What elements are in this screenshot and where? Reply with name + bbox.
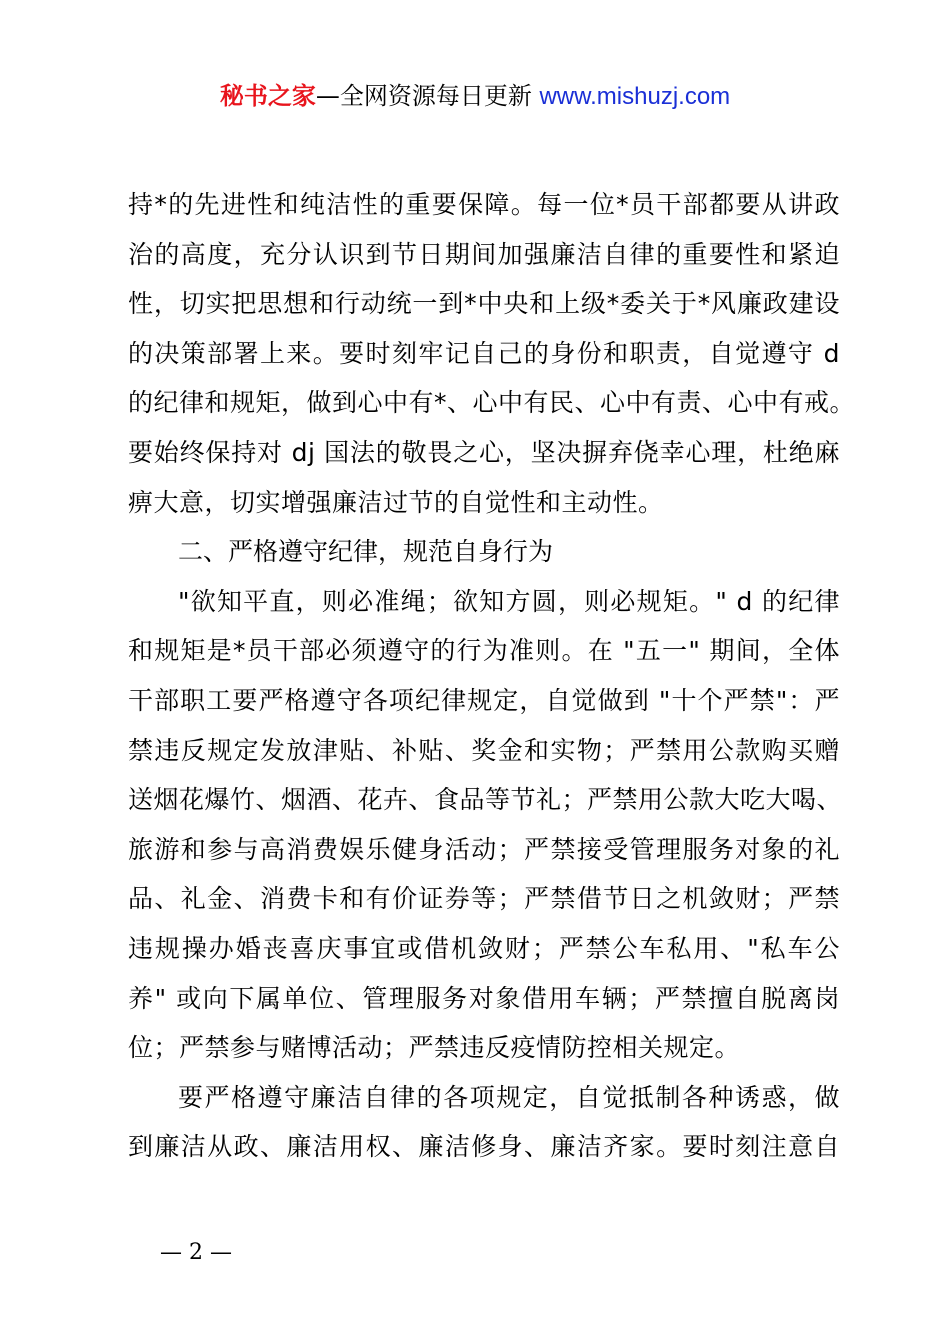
text-line: "欲知平直，则必准绳；欲知方圆，则必规矩。" d 的纪律 [178,586,840,616]
text-line: 品、礼金、消费卡和有价证券等；严禁借节日之机敛财；严禁 [128,884,840,914]
text-line: 治的高度，充分认识到节日期间加强廉洁自律的重要性和紧迫 [128,239,840,269]
text-line: 违规操办婚丧喜庆事宜或借机敛财；严禁公车私用、"私车公 [128,933,840,963]
text-line: 位；严禁参与赌博活动；严禁违反疫情防控相关规定。 [128,1033,741,1063]
text-line: 性，切实把思想和行动统一到*中央和上级*委关于*风廉政建设 [128,289,840,319]
text-line: 旅游和参与高消费娱乐健身活动；严禁接受管理服务对象的礼 [128,834,840,864]
section-heading [128,527,840,577]
paragraph [128,180,856,527]
text-line: 送烟花爆竹、烟酒、花卉、食品等节礼；严禁用公款大吃大喝、 [128,785,843,815]
text-line: 禁违反规定发放津贴、补贴、奖金和实物；严禁用公款购买赠 [128,735,840,765]
heading-text: 二、严格遵守纪律，规范自身行为 [178,537,554,567]
site-tagline: —全网资源每日更新 [315,82,540,110]
text-line: 的纪律和规矩，做到心中有*、心中有民、心中有责、心中有戒。 [128,388,856,418]
text-line: 持*的先进性和纯洁性的重要保障。每一位*员干部都要从讲政 [128,190,840,219]
paragraph [128,1073,840,1172]
text-line: 要严格遵守廉洁自律的各项规定，自觉抵制各种诱惑，做 [178,1082,840,1112]
page-number: — 2 — [160,1240,232,1265]
paragraph [128,577,843,1073]
text-line: 要始终保持对 dj 国法的敬畏之心，坚决摒弃侥幸心理，杜绝麻 [128,437,840,467]
text-line: 养" 或向下属单位、管理服务对象借用车辆；严禁擅自脱离岗 [128,983,840,1013]
site-brand: 秘书之家 [219,82,316,110]
site-url-link[interactable]: www.mishuzj.com [539,83,731,110]
text-line: 的决策部署上来。要时刻牢记自己的身份和职责，自觉遵守 d [128,338,840,368]
text-line: 和规矩是*员干部必须遵守的行为准则。在 "五一" 期间，全体 [128,636,840,666]
document-body [128,180,856,1172]
text-line: 痹大意，切实增强廉洁过节的自觉性和主动性。 [128,487,664,517]
site-header [0,80,950,113]
text-line: 到廉洁从政、廉洁用权、廉洁修身、廉洁齐家。要时刻注意自 [128,1132,840,1162]
text-line: 干部职工要严格遵守各项纪律规定，自觉做到 "十个严禁"：严 [128,685,840,715]
